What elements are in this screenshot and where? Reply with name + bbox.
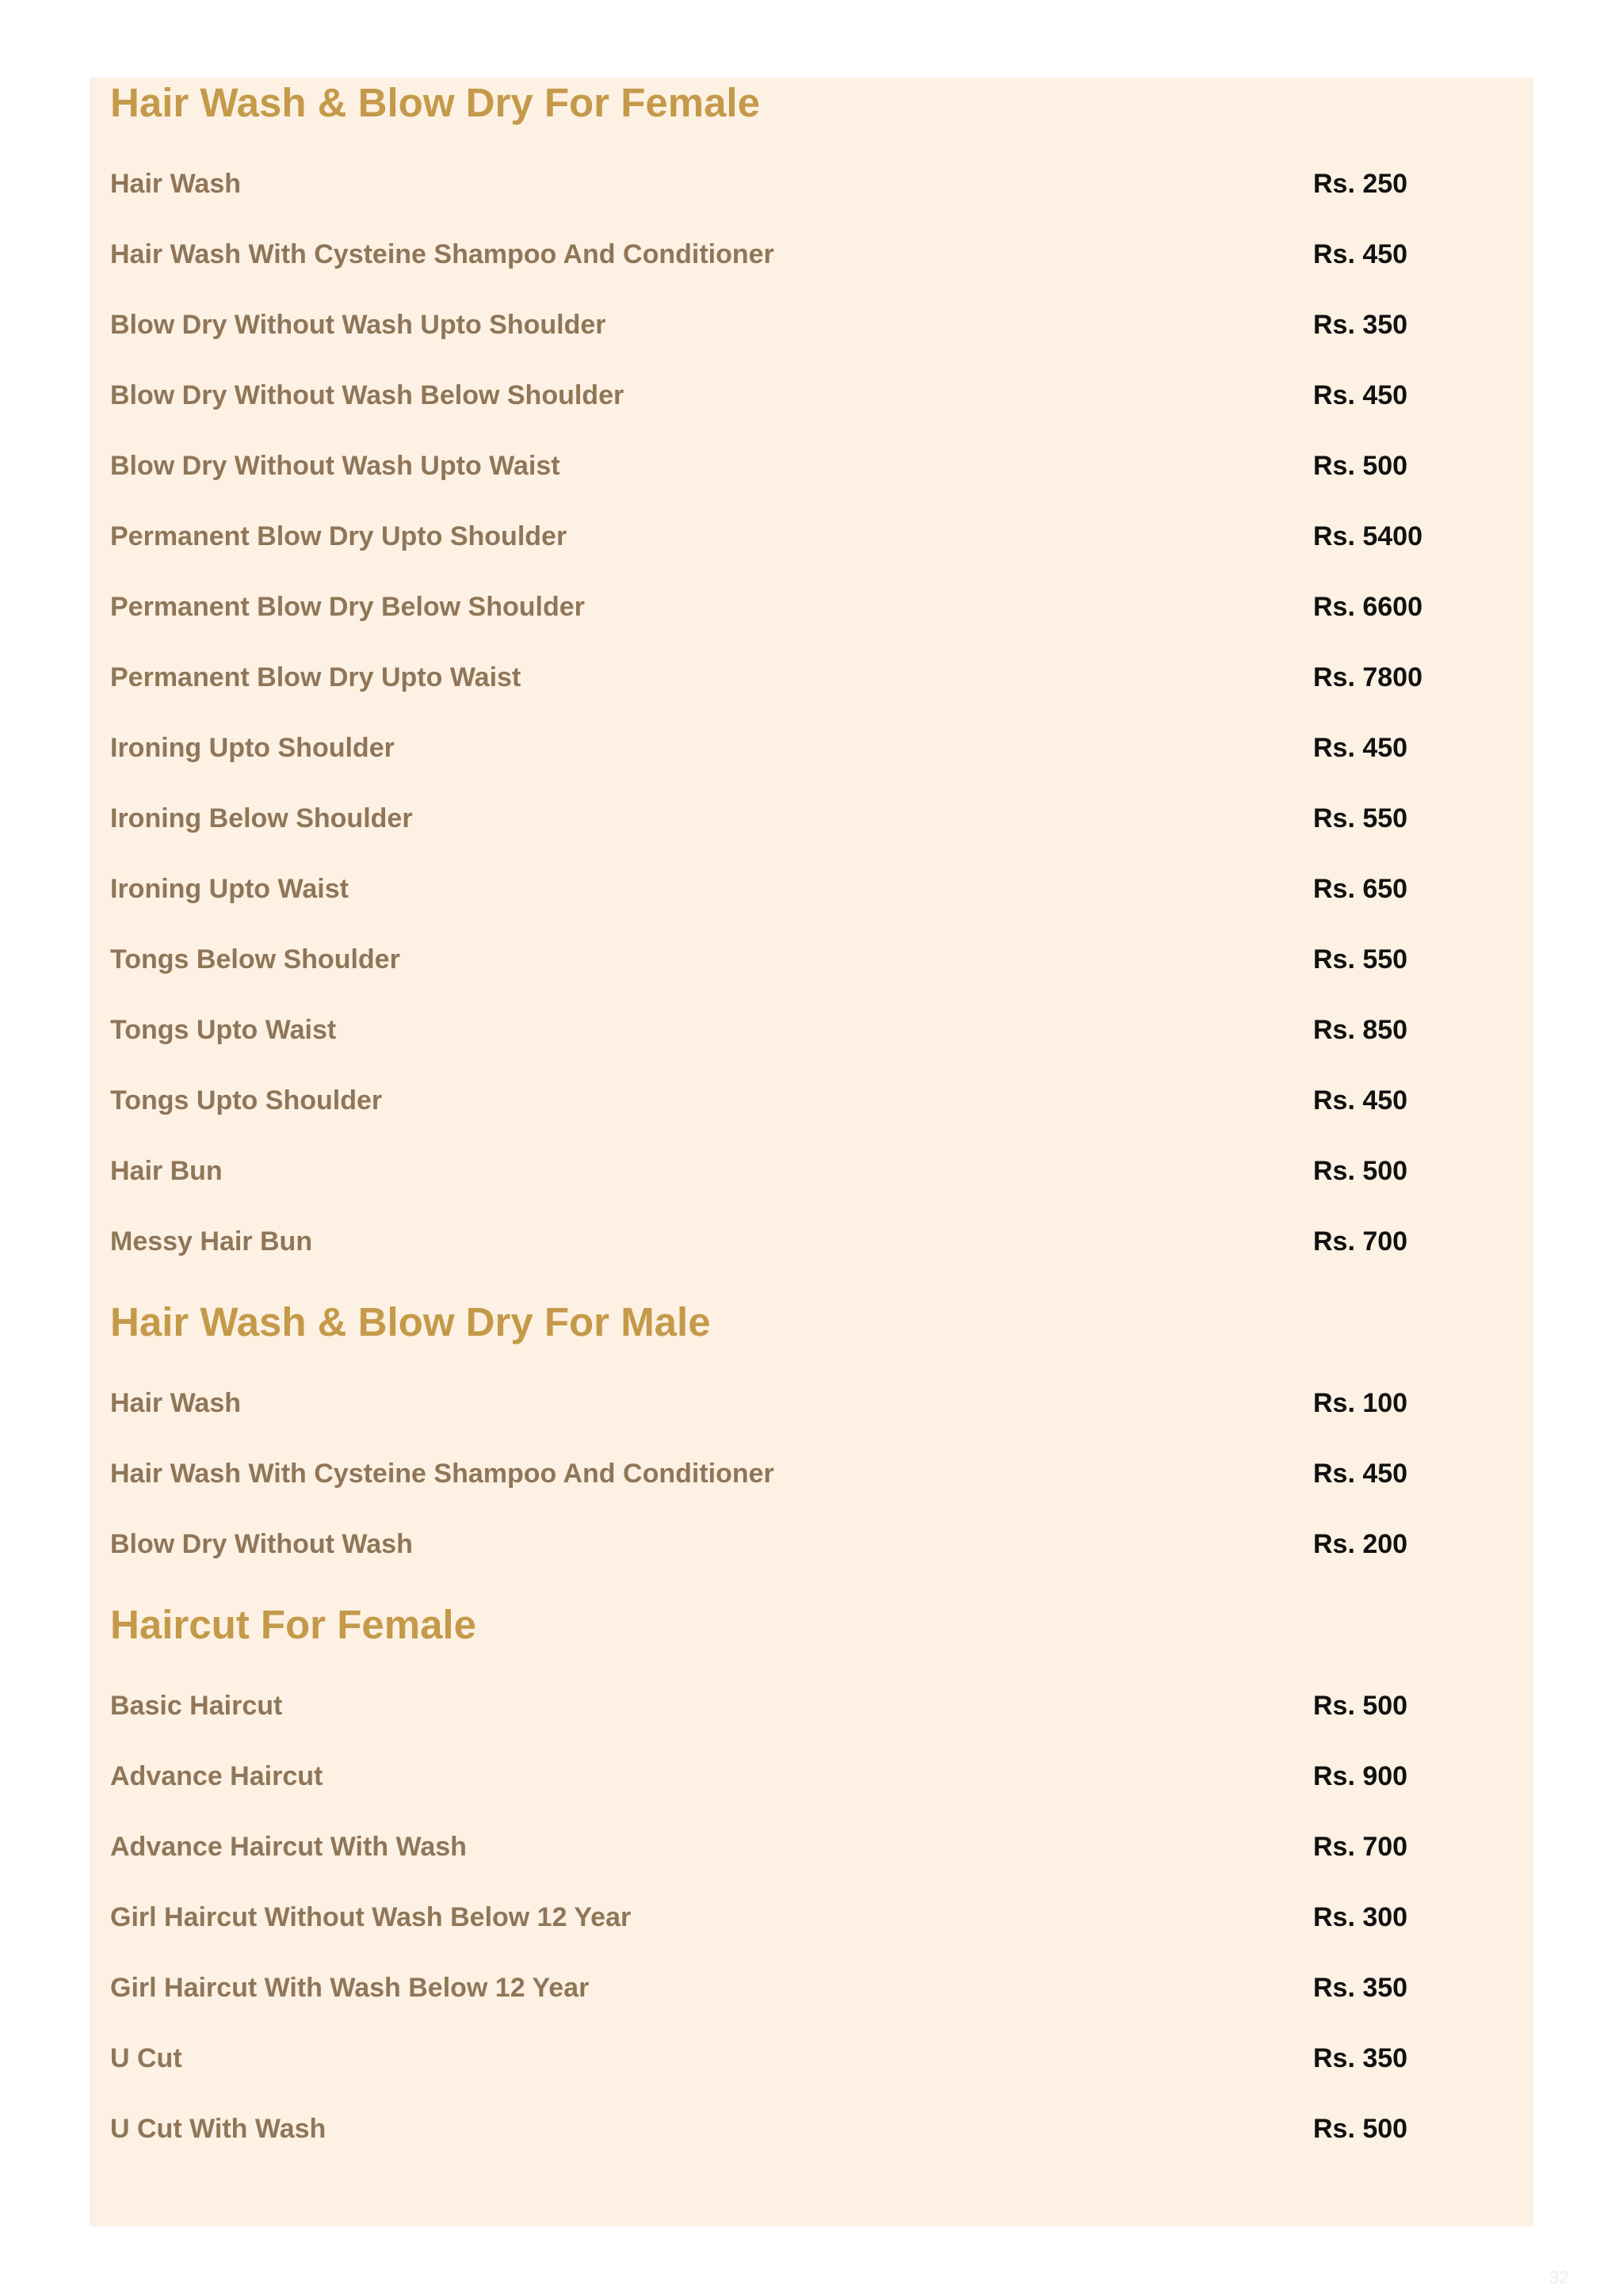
- service-price: Rs. 350: [1313, 310, 1408, 340]
- service-price: Rs. 450: [1313, 733, 1408, 763]
- service-price: Rs. 250: [1313, 169, 1408, 199]
- service-price: Rs. 700: [1313, 1226, 1408, 1257]
- service-price: Rs. 350: [1313, 1973, 1408, 2003]
- service-name: Hair Bun: [110, 1156, 223, 1186]
- price-row: [110, 163, 1505, 204]
- price-row: [110, 1221, 1505, 1262]
- service-name: Blow Dry Without Wash Upto Waist: [110, 451, 560, 481]
- price-row: [110, 1524, 1505, 1565]
- service-name: Permanent Blow Dry Upto Shoulder: [110, 521, 567, 551]
- price-row: [110, 445, 1505, 486]
- service-name: Tongs Upto Waist: [110, 1015, 337, 1045]
- service-name: Hair Wash: [110, 1388, 242, 1418]
- service-name: Tongs Upto Shoulder: [110, 1085, 383, 1116]
- price-row: [110, 1009, 1505, 1051]
- service-price: Rs. 550: [1313, 803, 1408, 833]
- price-row: [110, 1897, 1505, 1938]
- service-price: Rs. 850: [1313, 1015, 1408, 1045]
- service-price: Rs. 900: [1313, 1761, 1408, 1791]
- service-price: Rs. 450: [1313, 1085, 1408, 1116]
- service-price: Rs. 500: [1313, 1156, 1408, 1186]
- price-row: [110, 304, 1505, 345]
- service-name: Hair Wash With Cysteine Shampoo And Conditioner: [110, 239, 774, 269]
- price-row: [110, 798, 1505, 839]
- service-name: Hair Wash With Cysteine Shampoo And Conditioner: [110, 1459, 774, 1489]
- service-price: Rs. 200: [1313, 1529, 1408, 1559]
- service-name: Ironing Upto Shoulder: [110, 733, 395, 763]
- section-title: Hair Wash & Blow Dry For Male: [110, 1299, 711, 1344]
- service-price: Rs. 7800: [1313, 662, 1423, 692]
- service-price: Rs. 450: [1313, 380, 1408, 410]
- service-price: Rs. 100: [1313, 1388, 1408, 1418]
- price-row: [110, 516, 1505, 557]
- service-name: Tongs Below Shoulder: [110, 944, 400, 974]
- price-row: [110, 1453, 1505, 1494]
- section-title: Haircut For Female: [110, 1602, 476, 1647]
- price-row: [110, 657, 1505, 698]
- service-price: Rs. 300: [1313, 1902, 1408, 1932]
- service-price: Rs. 450: [1313, 239, 1408, 269]
- price-row: [110, 727, 1505, 769]
- service-price: Rs. 500: [1313, 451, 1408, 481]
- page-number: 32: [1549, 2267, 1569, 2287]
- service-name: Ironing Below Shoulder: [110, 803, 413, 833]
- service-name: Girl Haircut Without Wash Below 12 Year: [110, 1902, 632, 1932]
- service-name: Permanent Blow Dry Upto Waist: [110, 662, 521, 692]
- price-row: [110, 939, 1505, 980]
- service-name: Permanent Blow Dry Below Shoulder: [110, 592, 585, 622]
- service-price: Rs. 350: [1313, 2043, 1408, 2073]
- section-title: Hair Wash & Blow Dry For Female: [110, 80, 760, 125]
- service-price: Rs. 6600: [1313, 592, 1423, 622]
- service-name: Blow Dry Without Wash Upto Shoulder: [110, 310, 606, 340]
- service-name: Ironing Upto Waist: [110, 874, 349, 904]
- price-row: [110, 586, 1505, 627]
- price-row: [110, 375, 1505, 416]
- price-row: [110, 868, 1505, 910]
- price-row: [110, 1080, 1505, 1121]
- service-name: U Cut: [110, 2043, 182, 2073]
- service-price: Rs. 700: [1313, 1832, 1408, 1862]
- service-price: Rs. 500: [1313, 2114, 1408, 2144]
- service-name: Blow Dry Without Wash Below Shoulder: [110, 380, 624, 410]
- service-name: Blow Dry Without Wash: [110, 1529, 413, 1559]
- price-row: [110, 2108, 1505, 2149]
- price-row: [110, 1383, 1505, 1424]
- service-price: Rs. 450: [1313, 1459, 1408, 1489]
- price-row: [110, 1150, 1505, 1192]
- price-row: [110, 234, 1505, 275]
- service-name: Advance Haircut With Wash: [110, 1832, 467, 1862]
- service-name: Advance Haircut: [110, 1761, 323, 1791]
- price-row: [110, 1685, 1505, 1726]
- service-name: Messy Hair Bun: [110, 1226, 313, 1257]
- price-row: [110, 2038, 1505, 2079]
- service-price: Rs. 650: [1313, 874, 1408, 904]
- service-price: Rs. 500: [1313, 1691, 1408, 1721]
- service-price: Rs. 5400: [1313, 521, 1423, 551]
- price-row: [110, 1967, 1505, 2008]
- service-name: Basic Haircut: [110, 1691, 283, 1721]
- price-row: [110, 1826, 1505, 1867]
- service-name: Girl Haircut With Wash Below 12 Year: [110, 1973, 590, 2003]
- service-price: Rs. 550: [1313, 944, 1408, 974]
- service-name: U Cut With Wash: [110, 2114, 327, 2144]
- price-row: [110, 1756, 1505, 1797]
- service-name: Hair Wash: [110, 169, 242, 199]
